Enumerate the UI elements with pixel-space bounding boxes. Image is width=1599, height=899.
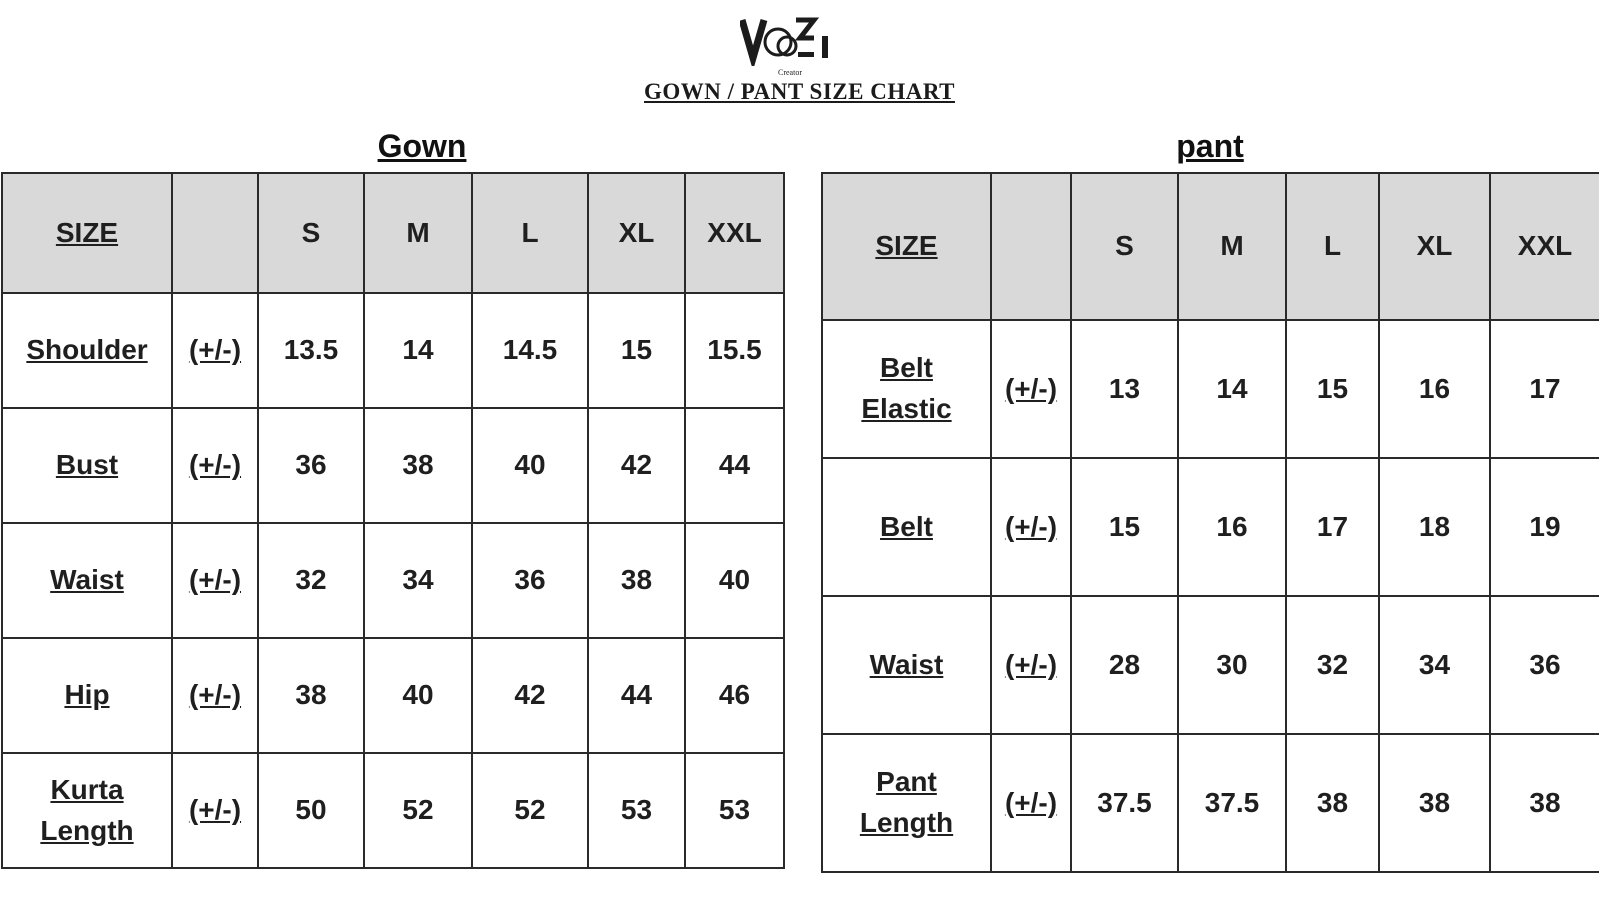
value-cell: 52 bbox=[364, 753, 472, 868]
value-cell: 38 bbox=[588, 523, 685, 638]
size-col-m: M bbox=[364, 173, 472, 293]
value-cell: 37.5 bbox=[1071, 734, 1178, 872]
gown-title: Gown bbox=[377, 128, 467, 164]
value-cell: 34 bbox=[1379, 596, 1490, 734]
table-row bbox=[822, 596, 1599, 734]
brand-logo bbox=[740, 14, 850, 76]
value-cell: 46 bbox=[685, 638, 784, 753]
value-cell: 14 bbox=[364, 293, 472, 408]
value-cell: 18 bbox=[1379, 458, 1490, 596]
value-cell: 16 bbox=[1379, 320, 1490, 458]
value-cell: 38 bbox=[1379, 734, 1490, 872]
pant-title: pant bbox=[1176, 128, 1244, 164]
gown-size-table bbox=[1, 172, 785, 869]
size-header: SIZE bbox=[822, 173, 991, 320]
value-cell: 37.5 bbox=[1178, 734, 1286, 872]
value-cell: 32 bbox=[258, 523, 364, 638]
value-cell: 14 bbox=[1178, 320, 1286, 458]
value-cell: 13 bbox=[1071, 320, 1178, 458]
table-row bbox=[822, 320, 1599, 458]
value-cell: 28 bbox=[1071, 596, 1178, 734]
tolerance-header bbox=[172, 173, 258, 293]
value-cell: 17 bbox=[1490, 320, 1599, 458]
value-cell: 36 bbox=[1490, 596, 1599, 734]
size-col-s: S bbox=[258, 173, 364, 293]
tolerance-header bbox=[991, 173, 1071, 320]
value-cell: 42 bbox=[588, 408, 685, 523]
tolerance-cell: (+/-) bbox=[172, 408, 258, 523]
value-cell: 13.5 bbox=[258, 293, 364, 408]
value-cell: 42 bbox=[472, 638, 588, 753]
measure-label: Bust bbox=[2, 408, 172, 523]
tolerance-cell: (+/-) bbox=[172, 638, 258, 753]
value-cell: 53 bbox=[685, 753, 784, 868]
size-col-l: L bbox=[1286, 173, 1379, 320]
table-row bbox=[822, 458, 1599, 596]
table-header-row bbox=[2, 173, 784, 293]
value-cell: 36 bbox=[258, 408, 364, 523]
value-cell: 15.5 bbox=[685, 293, 784, 408]
tolerance-cell: (+/-) bbox=[172, 753, 258, 868]
table-row bbox=[822, 734, 1599, 872]
value-cell: 15 bbox=[1286, 320, 1379, 458]
table-row bbox=[2, 408, 784, 523]
value-cell: 44 bbox=[685, 408, 784, 523]
table-header-row bbox=[822, 173, 1599, 320]
size-col-l: L bbox=[472, 173, 588, 293]
value-cell: 34 bbox=[364, 523, 472, 638]
measure-label: Belt Elastic bbox=[822, 320, 991, 458]
pant-size-table bbox=[821, 172, 1599, 873]
value-cell: 38 bbox=[364, 408, 472, 523]
table-row bbox=[2, 638, 784, 753]
size-col-s: S bbox=[1071, 173, 1178, 320]
value-cell: 32 bbox=[1286, 596, 1379, 734]
tolerance-cell: (+/-) bbox=[991, 596, 1071, 734]
size-col-xl: XL bbox=[588, 173, 685, 293]
value-cell: 40 bbox=[364, 638, 472, 753]
logo-subtitle: Creator bbox=[778, 68, 802, 77]
size-col-xl: XL bbox=[1379, 173, 1490, 320]
table-row bbox=[2, 293, 784, 408]
value-cell: 15 bbox=[588, 293, 685, 408]
value-cell: 14.5 bbox=[472, 293, 588, 408]
tolerance-cell: (+/-) bbox=[991, 320, 1071, 458]
logo-mark bbox=[740, 14, 840, 66]
value-cell: 19 bbox=[1490, 458, 1599, 596]
tolerance-cell: (+/-) bbox=[172, 523, 258, 638]
tolerance-cell: (+/-) bbox=[172, 293, 258, 408]
value-cell: 17 bbox=[1286, 458, 1379, 596]
size-col-m: M bbox=[1178, 173, 1286, 320]
value-cell: 16 bbox=[1178, 458, 1286, 596]
value-cell: 15 bbox=[1071, 458, 1178, 596]
table-row bbox=[2, 523, 784, 638]
measure-label: Waist bbox=[822, 596, 991, 734]
value-cell: 36 bbox=[472, 523, 588, 638]
value-cell: 50 bbox=[258, 753, 364, 868]
tolerance-cell: (+/-) bbox=[991, 734, 1071, 872]
value-cell: 38 bbox=[258, 638, 364, 753]
value-cell: 38 bbox=[1286, 734, 1379, 872]
measure-label: Waist bbox=[2, 523, 172, 638]
value-cell: 40 bbox=[685, 523, 784, 638]
value-cell: 40 bbox=[472, 408, 588, 523]
size-col-xxl: XXL bbox=[1490, 173, 1599, 320]
value-cell: 30 bbox=[1178, 596, 1286, 734]
size-header: SIZE bbox=[2, 173, 172, 293]
value-cell: 38 bbox=[1490, 734, 1599, 872]
table-row bbox=[2, 753, 784, 868]
value-cell: 44 bbox=[588, 638, 685, 753]
page-heading: GOWN / PANT SIZE CHART bbox=[644, 79, 955, 104]
measure-label: Kurta Length bbox=[2, 753, 172, 868]
size-col-xxl: XXL bbox=[685, 173, 784, 293]
value-cell: 52 bbox=[472, 753, 588, 868]
tolerance-cell: (+/-) bbox=[991, 458, 1071, 596]
measure-label: Belt bbox=[822, 458, 991, 596]
value-cell: 53 bbox=[588, 753, 685, 868]
measure-label: Hip bbox=[2, 638, 172, 753]
measure-label: Shoulder bbox=[2, 293, 172, 408]
measure-label: Pant Length bbox=[822, 734, 991, 872]
